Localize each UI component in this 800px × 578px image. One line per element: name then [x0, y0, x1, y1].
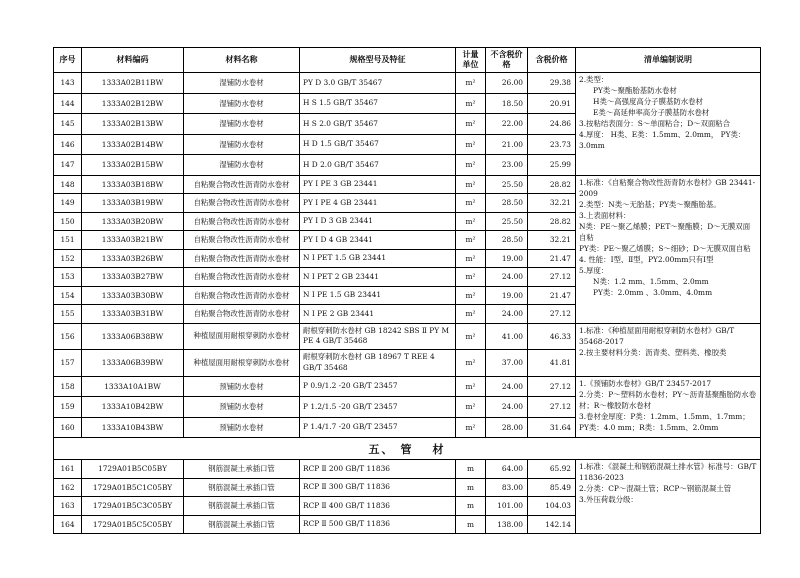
cell-unit: m²	[456, 175, 486, 194]
note-line: 3.卷材金厚度：P类：1.2mm、1.5mm、1.7mm；PY类：4.0 mm；R类：1.5mm、2.0mm	[579, 411, 750, 432]
table-row	[54, 460, 761, 479]
cell-spec: H S 2.0 GB/T 35467	[300, 114, 456, 135]
cell-no: 144	[54, 93, 82, 114]
cell-unit: m²	[456, 212, 486, 231]
note-line: N类：1.2 mm、1.5mm、2.0mm	[593, 276, 709, 286]
note-line: 3.外压荷载分级：	[579, 495, 638, 504]
cell-unit: m²	[456, 376, 486, 397]
cell-no: 148	[54, 175, 82, 194]
cell-code: 1333A03B27BW	[82, 268, 184, 287]
cell-price-ex: 18.50	[486, 93, 528, 114]
note-line: E类～高延伸率高分子膜基防水卷材	[593, 108, 710, 117]
material-price-table	[53, 47, 761, 534]
cell-unit: m²	[456, 73, 486, 94]
cell-price-in: 20.91	[528, 93, 576, 114]
cell-no: 157	[54, 350, 82, 377]
cell-unit: m²	[456, 249, 486, 268]
cell-code: 1333A06B38BW	[82, 323, 184, 350]
cell-spec: RCP Ⅱ 500 GB/T 11836	[300, 515, 456, 534]
cell-price-in: 31.64	[528, 417, 576, 438]
cell-code: 1333A03B26BW	[82, 249, 184, 268]
cell-name: 自粘聚合物改性沥青防水卷材	[184, 268, 300, 287]
cell-price-ex: 23.00	[486, 155, 528, 176]
note-line: 1.标准：《混凝土和钢筋混凝土排水管》标准号：GB/T 11836-2023	[579, 462, 757, 482]
cell-note	[576, 73, 761, 176]
cell-no: 154	[54, 286, 82, 305]
cell-price-in: 46.33	[528, 323, 576, 350]
cell-price-in: 85.49	[528, 478, 576, 497]
note-line: 3.按粘结表面分：S～单面粘合；D～双面粘合	[579, 119, 731, 128]
cell-code: 1333A03B21BW	[82, 231, 184, 250]
cell-price-in: 28.82	[528, 212, 576, 231]
cell-price-in: 23.73	[528, 134, 576, 155]
note-line: 2.按主要材料分类：沥青类、塑料类、橡胶类	[579, 347, 727, 357]
cell-price-ex: 64.00	[486, 460, 528, 479]
cell-name: 钢筋混凝土承插口管	[184, 497, 300, 516]
note-line: 2.分类：CP～混凝土管；RCP～钢筋混凝土管	[579, 484, 732, 493]
header-spec: 规格型号及特征	[300, 48, 456, 73]
note-line: 2.分类：P～塑料防水卷材；PY～沥青基聚酯胎防水卷材；R～橡胶防水卷材	[579, 389, 757, 410]
cell-price-in: 27.12	[528, 376, 576, 397]
cell-code: 1729A01B5C5C05BY	[82, 515, 184, 534]
cell-code: 1333A03B20BW	[82, 212, 184, 231]
cell-code: 1333A02B12BW	[82, 93, 184, 114]
cell-code: 1729A01B5C1C05BY	[82, 478, 184, 497]
note-line: 5.厚度：	[579, 265, 609, 275]
cell-code: 1333A10A1BW	[82, 376, 184, 397]
cell-spec: H D 1.5 GB/T 35467	[300, 134, 456, 155]
cell-no: 153	[54, 268, 82, 287]
cell-price-in: 41.81	[528, 350, 576, 377]
cell-name: 自粘聚合物改性沥青防水卷材	[184, 286, 300, 305]
cell-price-ex: 83.00	[486, 478, 528, 497]
cell-note	[576, 376, 761, 438]
cell-price-in: 25.99	[528, 155, 576, 176]
cell-spec: RCP Ⅱ 200 GB/T 11836	[300, 460, 456, 479]
cell-name: 湿铺防水卷材	[184, 114, 300, 135]
cell-name: 钢筋混凝土承插口管	[184, 515, 300, 534]
cell-name: 种植屋面用耐根穿刺防水卷材	[184, 350, 300, 377]
cell-code: 1333A02B14BW	[82, 134, 184, 155]
cell-unit: m²	[456, 155, 486, 176]
cell-price-ex: 21.00	[486, 134, 528, 155]
cell-name: 自粘聚合物改性沥青防水卷材	[184, 249, 300, 268]
header-no: 序号	[54, 48, 82, 73]
note-line: 3.上表面材料：	[579, 210, 631, 220]
cell-price-in: 65.92	[528, 460, 576, 479]
cell-code: 1333A10B43BW	[82, 417, 184, 438]
cell-name: 湿铺防水卷材	[184, 93, 300, 114]
cell-spec: 耐根穿刺防水卷材 GB 18967 T REE 4 GB/T 35468	[300, 350, 456, 377]
cell-spec: PY Ⅰ PE 4 GB 23441	[300, 194, 456, 213]
section-prefix: 五、	[368, 442, 395, 456]
note-line: 2.类型：	[579, 75, 609, 84]
header-unit: 计量单位	[456, 48, 486, 73]
note-line: PY类：2.0mm 、3.0mm、4.0mm	[593, 287, 713, 297]
cell-name: 预铺防水卷材	[184, 397, 300, 418]
cell-code: 1333A02B13BW	[82, 114, 184, 135]
cell-no: 158	[54, 376, 82, 397]
cell-no: 150	[54, 212, 82, 231]
cell-name: 自粘聚合物改性沥青防水卷材	[184, 212, 300, 231]
cell-name: 预铺防水卷材	[184, 417, 300, 438]
cell-note	[576, 460, 761, 534]
cell-spec: PY Ⅰ D 4 GB 23441	[300, 231, 456, 250]
cell-no: 143	[54, 73, 82, 94]
cell-note	[576, 323, 761, 376]
cell-price-ex: 26.00	[486, 73, 528, 94]
cell-name: 自粘聚合物改性沥青防水卷材	[184, 175, 300, 194]
cell-name: 湿铺防水卷材	[184, 155, 300, 176]
price-sheet	[53, 47, 760, 534]
cell-code: 1333A03B19BW	[82, 194, 184, 213]
cell-no: 146	[54, 134, 82, 155]
cell-price-ex: 24.00	[486, 397, 528, 418]
note-line: N类：PE～聚乙烯膜；PET～聚酯膜；D～无膜双面自粘	[579, 221, 751, 242]
cell-unit: m²	[456, 323, 486, 350]
note-line: 1.标准：《自粘聚合物改性沥青防水卷材》GB 23441-2009	[579, 177, 756, 198]
header-price-ex: 不含税价 格	[486, 48, 528, 73]
note-line: PY类～聚酯胎基防水卷材	[593, 86, 677, 95]
cell-unit: m²	[456, 231, 486, 250]
cell-no: 155	[54, 305, 82, 324]
cell-no: 151	[54, 231, 82, 250]
cell-spec: RCP Ⅱ 400 GB/T 11836	[300, 497, 456, 516]
cell-price-ex: 28.50	[486, 231, 528, 250]
cell-unit: m²	[456, 114, 486, 135]
cell-price-ex: 28.00	[486, 417, 528, 438]
cell-code: 1333A03B30BW	[82, 286, 184, 305]
cell-price-in: 104.03	[528, 497, 576, 516]
note-line: H类～高强度高分子膜基防水卷材	[593, 97, 703, 106]
cell-unit: m²	[456, 350, 486, 377]
cell-unit: m²	[456, 194, 486, 213]
cell-spec: P 1.4/1.7 -20 GB/T 23457	[300, 417, 456, 438]
cell-spec: H S 1.5 GB/T 35467	[300, 93, 456, 114]
cell-code: 1729A01B5C05BY	[82, 460, 184, 479]
table-row	[54, 323, 761, 350]
cell-price-in: 32.21	[528, 231, 576, 250]
cell-unit: m²	[456, 397, 486, 418]
cell-no: 159	[54, 397, 82, 418]
cell-name: 钢筋混凝土承插口管	[184, 478, 300, 497]
cell-spec: PY Ⅰ PE 3 GB 23441	[300, 175, 456, 194]
cell-spec: P 1.2/1.5 -20 GB/T 23457	[300, 397, 456, 418]
note-line: 1.标准：《种植屋面用耐根穿刺防水卷材》GB/T 35468-2017	[579, 325, 735, 346]
cell-unit: m	[456, 478, 486, 497]
cell-price-ex: 138.00	[486, 515, 528, 534]
table-row	[54, 175, 761, 194]
cell-unit: m²	[456, 417, 486, 438]
cell-price-in: 32.21	[528, 194, 576, 213]
table-row	[54, 376, 761, 397]
cell-price-ex: 41.00	[486, 323, 528, 350]
cell-note	[576, 175, 761, 323]
cell-price-in: 29.38	[528, 73, 576, 94]
cell-name: 种植屋面用耐根穿刺防水卷材	[184, 323, 300, 350]
header-name: 材料名称	[184, 48, 300, 73]
cell-price-in: 21.47	[528, 249, 576, 268]
cell-spec: N Ⅰ PE 2 GB 23441	[300, 305, 456, 324]
cell-spec: PY Ⅰ D 3 GB 23441	[300, 212, 456, 231]
cell-price-ex: 28.50	[486, 194, 528, 213]
section-title	[54, 438, 761, 460]
cell-no: 149	[54, 194, 82, 213]
cell-unit: m	[456, 497, 486, 516]
cell-price-ex: 25.50	[486, 175, 528, 194]
cell-name: 自粘聚合物改性沥青防水卷材	[184, 305, 300, 324]
cell-price-ex: 19.00	[486, 286, 528, 305]
note-line: 2.类型：N类～无胎基；PY类～聚酯胎基。	[579, 199, 721, 209]
note-line: 1.《预铺防水卷材》GB/T 23457-2017	[579, 378, 712, 388]
cell-unit: m²	[456, 93, 486, 114]
cell-price-in: 24.86	[528, 114, 576, 135]
header-price-in: 含税价格	[528, 48, 576, 73]
cell-price-in: 28.82	[528, 175, 576, 194]
cell-price-ex: 22.00	[486, 114, 528, 135]
header-row	[54, 48, 761, 73]
cell-price-ex: 101.00	[486, 497, 528, 516]
cell-price-in: 142.14	[528, 515, 576, 534]
cell-price-in: 27.12	[528, 268, 576, 287]
cell-no: 163	[54, 497, 82, 516]
cell-name: 湿铺防水卷材	[184, 73, 300, 94]
cell-price-in: 27.12	[528, 305, 576, 324]
header-code: 材料编码	[82, 48, 184, 73]
cell-name: 钢筋混凝土承插口管	[184, 460, 300, 479]
cell-spec: N Ⅰ PET 1.5 GB 23441	[300, 249, 456, 268]
cell-spec: RCP Ⅱ 300 GB/T 11836	[300, 478, 456, 497]
cell-code: 1333A10B42BW	[82, 397, 184, 418]
cell-unit: m²	[456, 134, 486, 155]
cell-no: 162	[54, 478, 82, 497]
cell-no: 164	[54, 515, 82, 534]
note-line: 4.厚度： H类、E类：1.5mm、2.0mm， PY类：3.0mm	[579, 130, 746, 150]
cell-price-ex: 24.00	[486, 305, 528, 324]
cell-unit: m²	[456, 286, 486, 305]
cell-no: 152	[54, 249, 82, 268]
cell-name: 预铺防水卷材	[184, 376, 300, 397]
cell-unit: m	[456, 515, 486, 534]
cell-no: 147	[54, 155, 82, 176]
cell-price-in: 27.12	[528, 397, 576, 418]
cell-price-in: 21.47	[528, 286, 576, 305]
cell-unit: m²	[456, 305, 486, 324]
cell-spec: H D 2.0 GB/T 35467	[300, 155, 456, 176]
cell-no: 161	[54, 460, 82, 479]
cell-code: 1333A02B11BW	[82, 73, 184, 94]
cell-code: 1333A03B31BW	[82, 305, 184, 324]
cell-price-ex: 37.00	[486, 350, 528, 377]
cell-price-ex: 24.00	[486, 376, 528, 397]
cell-code: 1333A03B18BW	[82, 175, 184, 194]
cell-spec: N Ⅰ PET 2 GB 23441	[300, 268, 456, 287]
cell-code: 1333A02B15BW	[82, 155, 184, 176]
cell-name: 湿铺防水卷材	[184, 134, 300, 155]
cell-name: 自粘聚合物改性沥青防水卷材	[184, 231, 300, 250]
cell-no: 156	[54, 323, 82, 350]
cell-code: 1333A06B39BW	[82, 350, 184, 377]
section-word-a: 管	[400, 442, 414, 456]
cell-unit: m²	[456, 268, 486, 287]
section-word-b: 材	[432, 442, 446, 456]
section-row	[54, 438, 761, 460]
cell-unit: m	[456, 460, 486, 479]
table-row	[54, 73, 761, 94]
cell-spec: N Ⅰ PE 1.5 GB 23441	[300, 286, 456, 305]
header-note: 清单编制说明	[576, 48, 761, 73]
cell-name: 自粘聚合物改性沥青防水卷材	[184, 194, 300, 213]
cell-spec: PY D 3.0 GB/T 35467	[300, 73, 456, 94]
cell-price-ex: 19.00	[486, 249, 528, 268]
cell-spec: 耐根穿刺防水卷材 GB 18242 SBS Ⅱ PY M PE 4 GB/T 35468	[300, 323, 456, 350]
note-line: 4. 性能：Ⅰ型、Ⅱ型，PY2.00mm只有Ⅰ型	[579, 254, 714, 264]
cell-code: 1729A01B5C3C05BY	[82, 497, 184, 516]
cell-no: 160	[54, 417, 82, 438]
cell-price-ex: 25.50	[486, 212, 528, 231]
cell-price-ex: 24.00	[486, 268, 528, 287]
note-line: PY类：PE～聚乙烯膜；S～细砂；D～无膜双面自粘	[579, 243, 751, 253]
cell-no: 145	[54, 114, 82, 135]
cell-spec: P 0.9/1.2 -20 GB/T 23457	[300, 376, 456, 397]
